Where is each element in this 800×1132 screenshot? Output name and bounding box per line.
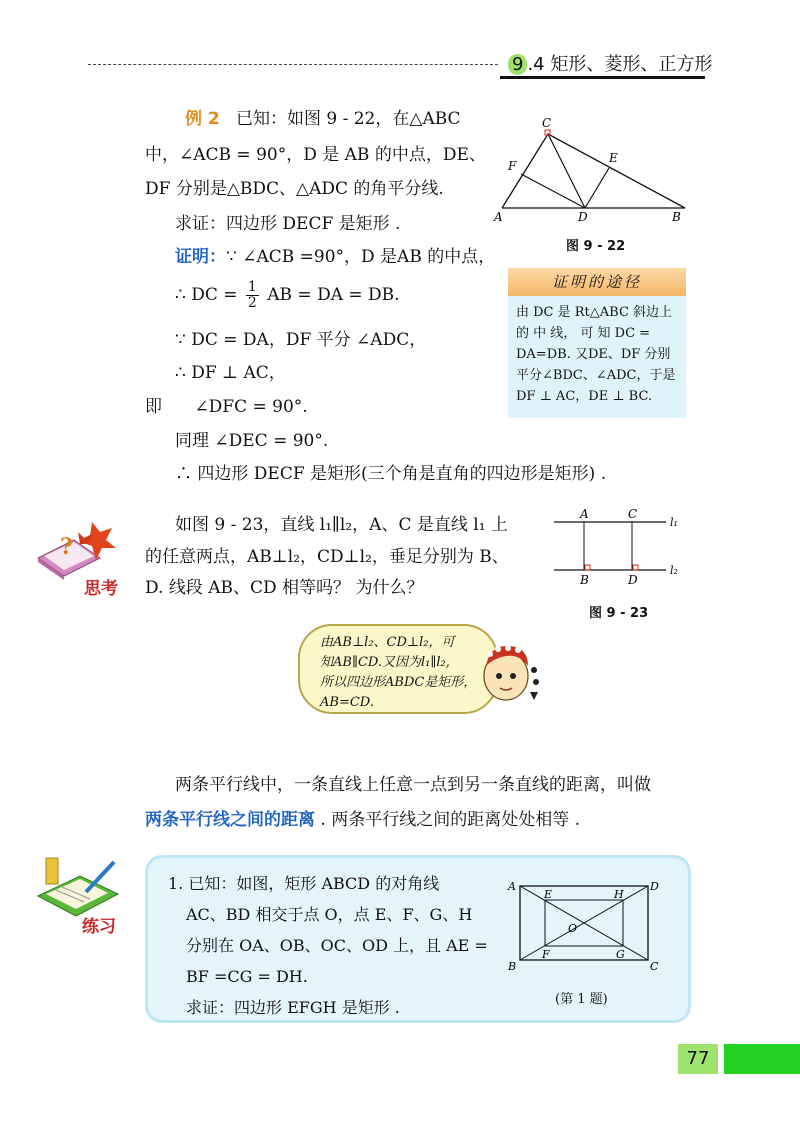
header-dashed-rule [88, 64, 498, 65]
think-line-1: 如图 9 - 23，直线 l₁∥l₂，A、C 是直线 l₁ 上 [175, 515, 508, 535]
exercise-figure-caption: (第 1 题) [555, 992, 608, 1007]
label-O: O [568, 922, 578, 935]
figure-9-22 [490, 112, 700, 227]
label-B: B [672, 210, 681, 224]
proof-line-1: 证明：∵ ∠ACB =90°，D 是AB 的中点， [175, 247, 496, 267]
example-2-line-1: 例 2 已知：如图 9 - 22，在△ABC [185, 109, 461, 129]
think-icon [30, 518, 120, 580]
label-l2: l₂ [670, 564, 678, 577]
proof-hint-body: 由 DC 是 Rt△ABC 斜边上 的 中 线， 可 知 DC = DA=DB. 又DE、DF 分别 平分∠BDC、∠ADC，于是 DF ⊥ AC，DE ⊥ BC. [516, 305, 676, 404]
proof-line-2: ∴ DC = $\frac{1}{2}$ AB = DA = DB. [175, 279, 400, 311]
cartoon-boy-icon [476, 636, 542, 710]
proof-line-3: ∵ DC = DA，DF 平分 ∠ADC， [175, 330, 427, 350]
example-2-to-prove: 求证：四边形 DECF 是矩形 . [175, 214, 401, 234]
example-2-line-2: 中，∠ACB = 90°，D 是 AB 的中点，DE、 [145, 145, 486, 165]
definition-line-1: 两条平行线中，一条直线上任意一点到另一条直线的距离，叫做 [175, 775, 651, 795]
proof-line-4: ∴ DF ⊥ AC， [175, 363, 286, 383]
section-title: 9 .4 矩形、菱形、正方形 [508, 50, 712, 76]
label-E: E [544, 888, 553, 901]
svg-text:?: ? [60, 534, 73, 560]
section-number-badge: 9 [508, 54, 527, 75]
definition-term: 两条平行线之间的距离 [145, 810, 315, 830]
proof-hint-box [508, 268, 686, 418]
figure-9-23-caption: 图 9 - 23 [589, 606, 649, 621]
label-A: A [508, 880, 516, 893]
label-l1: l₁ [670, 516, 678, 529]
proof-line-5: 即 ∠DFC = 90°. [145, 397, 308, 417]
figure-9-23 [548, 504, 688, 588]
speech-bubble-text: 由AB⊥l₂、CD⊥l₂，可 知AB∥CD.又因为l₁∥l₂, 所以四边形ABDC是矩形， AB=CD. [320, 635, 477, 710]
example-2-line-3: DF 分别是△BDC、△ADC 的角平分线. [145, 179, 444, 199]
think-label: 思考 [84, 579, 118, 599]
label-F: F [508, 159, 517, 173]
page-number: 77 [678, 1044, 718, 1074]
proof-conclusion: ∴ 四边形 DECF 是矩形(三个角是直角的四边形是矩形) . [175, 464, 607, 484]
section-title-text: 矩形、菱形、正方形 [550, 54, 713, 75]
definition-line-2: 两条平行线之间的距离 . 两条平行线之间的距离处处相等 . [145, 810, 581, 830]
exercise-label: 练习 [82, 917, 116, 937]
figure-9-22-caption: 图 9 - 22 [566, 239, 626, 254]
exercise-text: 1. 已知：如图，矩形 ABCD 的对角线 AC、BD 相交于点 O，点 E、F、G、H 分别在 OA、OB、OC、OD 上，且 AE = BF =CG = DH. 求证：四边形 EFGH 是矩形 . [168, 874, 488, 1017]
label-B: B [580, 573, 589, 587]
header-solid-rule [500, 76, 705, 79]
label-A: A [580, 507, 589, 521]
fraction-one-half: $\frac{1}{2}$ [247, 279, 257, 311]
label-D: D [628, 573, 638, 587]
label-F: F [542, 948, 550, 961]
exercise-figure [506, 876, 662, 976]
page-number-bar [724, 1044, 800, 1074]
label-C: C [650, 960, 659, 973]
think-line-2: 的任意两点，AB⊥l₂，CD⊥l₂，垂足分别为 B、 [145, 547, 509, 567]
proof-line-6: 同理 ∠DEC = 90°. [175, 431, 329, 451]
proof-hint-title: 证明的途径 [508, 268, 686, 296]
label-C: C [628, 507, 638, 521]
exercise-icon [34, 854, 124, 920]
label-E: E [609, 151, 618, 165]
label-A: A [494, 210, 503, 224]
speech-bubble [298, 624, 498, 714]
label-C: C [542, 116, 552, 130]
think-line-3: D. 线段 AB、CD 相等吗？ 为什么？ [145, 578, 424, 598]
label-D: D [650, 880, 659, 893]
label-D: D [578, 210, 588, 224]
label-H: H [614, 888, 624, 901]
label-G: G [616, 948, 625, 961]
label-B: B [508, 960, 517, 973]
